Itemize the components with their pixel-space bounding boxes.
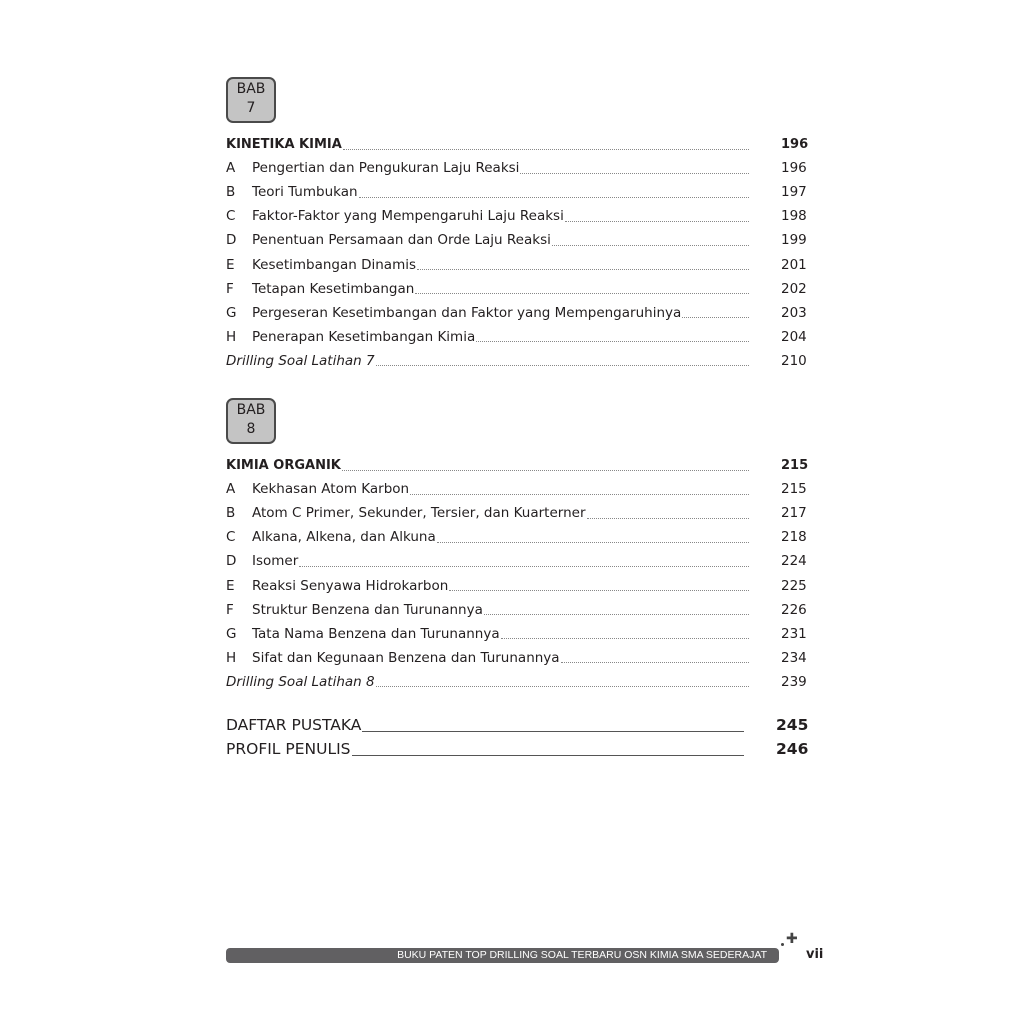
- section-letter: A: [226, 481, 236, 498]
- toc-entry[interactable]: [226, 549, 806, 573]
- dot-leader: [417, 259, 749, 270]
- toc-entry[interactable]: [226, 622, 806, 646]
- entry-title: Tata Nama Benzena dan Turunannya: [252, 625, 500, 642]
- bab-label: BAB: [236, 81, 266, 97]
- toc-entry[interactable]: [226, 598, 806, 622]
- page-ref: 199: [781, 232, 807, 249]
- entry-title: Teori Tumbukan: [252, 184, 358, 201]
- page-ref: 226: [781, 601, 807, 618]
- dot-leader: [362, 719, 744, 732]
- section-letter: G: [226, 625, 237, 642]
- drilling-entry[interactable]: [226, 349, 806, 373]
- dot-leader: [299, 556, 749, 567]
- page-ref: 197: [781, 184, 807, 201]
- toc-entry[interactable]: [226, 252, 806, 276]
- section-letter: B: [226, 184, 236, 201]
- dot-leader: [682, 307, 749, 318]
- page-ref: 198: [781, 208, 807, 225]
- dot-leader: [410, 484, 749, 495]
- toc-entry[interactable]: [226, 501, 806, 525]
- toc-entry[interactable]: [226, 156, 806, 180]
- entry-title: Drilling Soal Latihan 8: [226, 673, 375, 690]
- section-letter: H: [226, 649, 237, 666]
- section-letter: F: [226, 280, 234, 297]
- entry-title: Isomer: [252, 553, 299, 570]
- dot-leader: [342, 460, 749, 471]
- section-letter: H: [226, 328, 237, 345]
- plus-icon: ✚: [786, 931, 798, 947]
- toc-entry[interactable]: [226, 277, 806, 301]
- page-ref: 204: [781, 328, 807, 345]
- entry-title: Sifat dan Kegunaan Benzena dan Turunannya: [252, 649, 560, 666]
- page-ref: 196: [781, 160, 807, 177]
- page-ref: 203: [781, 304, 807, 321]
- dot-leader: [376, 355, 749, 366]
- page-ref: 239: [781, 673, 807, 690]
- sparkle-dot-icon: [781, 943, 784, 946]
- dot-leader: [415, 283, 749, 294]
- entry-title: Pengertian dan Pengukuran Laju Reaksi: [252, 160, 520, 177]
- entry-title: PROFIL PENULIS: [226, 740, 351, 758]
- dot-leader: [587, 508, 749, 519]
- back-matter-toc: [226, 713, 809, 761]
- page-ref: 246: [776, 740, 809, 758]
- dot-leader: [476, 331, 749, 342]
- back-matter-entry[interactable]: [226, 713, 809, 737]
- bab-label: BAB: [236, 402, 266, 418]
- section-letter: C: [226, 208, 236, 225]
- page-ref: 217: [781, 505, 807, 522]
- chapter-title-entry[interactable]: [226, 132, 809, 156]
- drilling-entry[interactable]: [226, 670, 806, 694]
- entry-title: Pergeseran Kesetimbangan dan Faktor yang Mempengaruhinya: [252, 304, 682, 321]
- chapter-badge: [226, 77, 276, 123]
- entry-title: Tetapan Kesetimbangan: [252, 280, 415, 297]
- section-letter: B: [226, 505, 236, 522]
- entry-title: Penentuan Persamaan dan Orde Laju Reaksi: [252, 232, 551, 249]
- entry-title: KIMIA ORGANIK: [226, 457, 341, 473]
- toc-entry[interactable]: [226, 325, 806, 349]
- dot-leader: [352, 743, 745, 756]
- dot-leader: [449, 580, 749, 591]
- entry-title: Kesetimbangan Dinamis: [252, 256, 417, 273]
- dot-leader: [359, 187, 749, 198]
- page-ref: 245: [776, 716, 809, 734]
- entry-title: Reaksi Senyawa Hidrokarbon: [252, 577, 449, 594]
- page-ref: 234: [781, 649, 807, 666]
- entry-title: Alkana, Alkena, dan Alkuna: [252, 529, 436, 546]
- section-letter: A: [226, 160, 236, 177]
- entry-title: DAFTAR PUSTAKA: [226, 716, 362, 734]
- entry-title: Struktur Benzena dan Turunannya: [252, 601, 483, 618]
- toc-entry[interactable]: [226, 477, 806, 501]
- page-ref: 215: [781, 481, 807, 498]
- toc-entry[interactable]: [226, 180, 806, 204]
- section-letter: E: [226, 577, 235, 594]
- toc-entry[interactable]: [226, 204, 806, 228]
- section-letter: G: [226, 304, 237, 321]
- dot-leader: [501, 628, 749, 639]
- dot-leader: [484, 604, 749, 615]
- toc-entry[interactable]: [226, 573, 806, 597]
- page-ref: 224: [781, 553, 807, 570]
- chapter-badge: [226, 398, 276, 444]
- section-letter: D: [226, 553, 237, 570]
- dot-leader: [561, 652, 749, 663]
- entry-title: Drilling Soal Latihan 7: [226, 352, 375, 369]
- chapter-7-toc: [226, 132, 809, 373]
- page-ref: 202: [781, 280, 807, 297]
- dot-leader: [437, 532, 749, 543]
- entry-title: KINETIKA KIMIA: [226, 136, 342, 152]
- page-number: vii: [806, 947, 824, 962]
- page-ref: 201: [781, 256, 807, 273]
- toc-entry[interactable]: [226, 301, 806, 325]
- page-ref: 215: [781, 457, 809, 473]
- page-ref: 225: [781, 577, 807, 594]
- toc-entry[interactable]: [226, 646, 806, 670]
- footer-bar: BUKU PATEN TOP DRILLING SOAL TERBARU OSN KIMIA SMA SEDERAJAT: [226, 948, 779, 963]
- section-letter: F: [226, 601, 234, 618]
- dot-leader: [565, 211, 749, 222]
- entry-title: Penerapan Kesetimbangan Kimia: [252, 328, 476, 345]
- page-ref: 231: [781, 625, 807, 642]
- entry-title: Kekhasan Atom Karbon: [252, 481, 410, 498]
- section-letter: D: [226, 232, 237, 249]
- chapter-title-entry[interactable]: [226, 453, 809, 477]
- section-letter: E: [226, 256, 235, 273]
- dot-leader: [520, 163, 749, 174]
- page-ref: 218: [781, 529, 807, 546]
- entry-title: Atom C Primer, Sekunder, Tersier, dan Kuarterner: [252, 505, 586, 522]
- toc-entry[interactable]: [226, 228, 806, 252]
- back-matter-entry[interactable]: [226, 737, 809, 761]
- page-ref: 196: [781, 136, 809, 152]
- toc-entry[interactable]: [226, 525, 806, 549]
- bab-number: 8: [246, 421, 256, 437]
- bab-number: 7: [246, 100, 256, 116]
- dot-leader: [552, 235, 749, 246]
- dot-leader: [343, 139, 749, 150]
- entry-title: Faktor-Faktor yang Mempengaruhi Laju Reaksi: [252, 208, 564, 225]
- page-ref: 210: [781, 352, 807, 369]
- section-letter: C: [226, 529, 236, 546]
- dot-leader: [376, 676, 749, 687]
- chapter-8-toc: [226, 453, 809, 694]
